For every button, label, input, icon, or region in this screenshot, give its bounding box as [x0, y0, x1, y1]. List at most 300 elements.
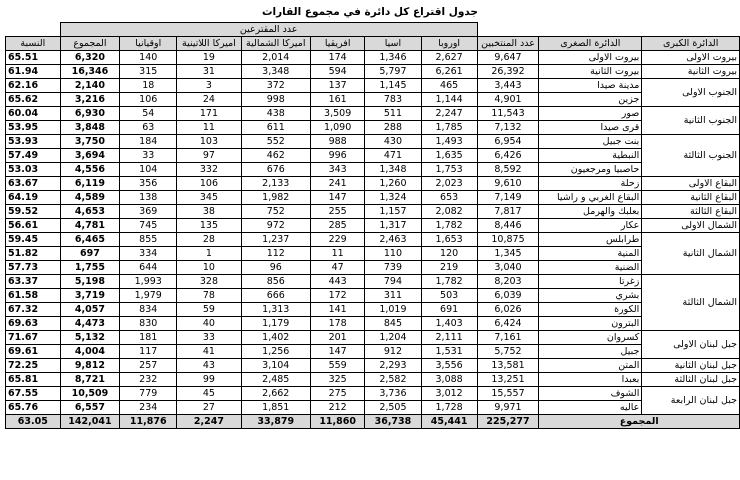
small-district-cell: جبيل	[539, 345, 642, 359]
africa-cell: 161	[310, 93, 364, 107]
asia-cell: 110	[365, 247, 421, 261]
percent-cell: 71.67	[6, 331, 61, 345]
total-cell: 2,140	[60, 79, 120, 93]
percent-cell: 65.62	[6, 93, 61, 107]
header-europe: اوروبا	[421, 37, 477, 51]
table-row	[6, 163, 740, 177]
latin-america-cell: 332	[177, 163, 241, 177]
voters-cell: 8,592	[477, 163, 539, 177]
africa-cell: 178	[310, 317, 364, 331]
asia-cell: 739	[365, 261, 421, 275]
latin-america-cell: 41	[177, 345, 241, 359]
oceania-cell: 234	[120, 401, 177, 415]
north-america-cell: 1,237	[241, 233, 310, 247]
latin-america-cell: 99	[177, 373, 241, 387]
europe-cell: 1,782	[421, 275, 477, 289]
europe-cell: 1,493	[421, 135, 477, 149]
results-table	[5, 22, 740, 429]
total-cell: 697	[60, 247, 120, 261]
total-cell: 1,755	[60, 261, 120, 275]
latin-america-cell: 19	[177, 51, 241, 65]
table-row	[6, 65, 740, 79]
voters-cell: 1,345	[477, 247, 539, 261]
total-cell: 4,653	[60, 205, 120, 219]
north-america-cell: 972	[241, 219, 310, 233]
latin-america-cell: 328	[177, 275, 241, 289]
latin-america-cell: 10	[177, 261, 241, 275]
europe-cell: 653	[421, 191, 477, 205]
oceania-cell: 315	[120, 65, 177, 79]
africa-cell: 201	[310, 331, 364, 345]
small-district-cell: البقاع الغربي و راشيا	[539, 191, 642, 205]
percent-cell: 53.93	[6, 135, 61, 149]
asia-cell: 1,324	[365, 191, 421, 205]
header-voters: عدد المنتخبين	[477, 37, 539, 51]
table-row	[6, 51, 740, 65]
table-row	[6, 107, 740, 121]
oceania-cell: 1,993	[120, 275, 177, 289]
asia-cell: 912	[365, 345, 421, 359]
table-row	[6, 177, 740, 191]
latin-america-cell: 135	[177, 219, 241, 233]
europe-cell: 2,082	[421, 205, 477, 219]
europe-cell: 2,111	[421, 331, 477, 345]
percent-cell: 63.37	[6, 275, 61, 289]
big-district-cell: جبل لبنان الثالثة	[642, 373, 740, 387]
north-america-cell: 3,104	[241, 359, 310, 373]
footer-latin-america-cell: 2,247	[177, 415, 241, 429]
total-cell: 3,848	[60, 121, 120, 135]
big-district-cell: جبل لبنان الرابعة	[642, 387, 740, 415]
north-america-cell: 438	[241, 107, 310, 121]
europe-cell: 120	[421, 247, 477, 261]
africa-cell: 241	[310, 177, 364, 191]
europe-cell: 1,403	[421, 317, 477, 331]
percent-cell: 57.73	[6, 261, 61, 275]
small-district-cell: كسروان	[539, 331, 642, 345]
africa-cell: 285	[310, 219, 364, 233]
total-cell: 10,509	[60, 387, 120, 401]
small-district-cell: مدينة صيدا	[539, 79, 642, 93]
big-district-cell: بيروت الثانية	[642, 65, 740, 79]
table-row	[6, 401, 740, 415]
small-district-cell: بيروت الثانية	[539, 65, 642, 79]
table-row	[6, 331, 740, 345]
table-row	[6, 79, 740, 93]
africa-cell: 343	[310, 163, 364, 177]
small-district-cell: طرابلس	[539, 233, 642, 247]
header-small-district: الدائرة الصغرى	[539, 37, 642, 51]
asia-cell: 1,348	[365, 163, 421, 177]
table-row	[6, 233, 740, 247]
small-district-cell: عاليه	[539, 401, 642, 415]
north-america-cell: 676	[241, 163, 310, 177]
north-america-cell: 998	[241, 93, 310, 107]
latin-america-cell: 28	[177, 233, 241, 247]
africa-cell: 147	[310, 345, 364, 359]
oceania-cell: 54	[120, 107, 177, 121]
africa-cell: 594	[310, 65, 364, 79]
north-america-cell: 3,348	[241, 65, 310, 79]
africa-cell: 275	[310, 387, 364, 401]
asia-cell: 288	[365, 121, 421, 135]
small-district-cell: بنت جبيل	[539, 135, 642, 149]
total-cell: 4,589	[60, 191, 120, 205]
table-row	[6, 149, 740, 163]
europe-cell: 691	[421, 303, 477, 317]
percent-cell: 60.04	[6, 107, 61, 121]
oceania-cell: 779	[120, 387, 177, 401]
latin-america-cell: 24	[177, 93, 241, 107]
voters-cell: 6,039	[477, 289, 539, 303]
voters-group-header: عدد المقترعين	[60, 23, 477, 37]
africa-cell: 147	[310, 191, 364, 205]
small-district-cell: حاصبيا ومرجعيون	[539, 163, 642, 177]
big-district-cell: الشمال الثانية	[642, 233, 740, 275]
big-district-cell: الجنوب الثالثة	[642, 135, 740, 177]
table-row	[6, 261, 740, 275]
percent-cell: 53.95	[6, 121, 61, 135]
europe-cell: 465	[421, 79, 477, 93]
voters-cell: 7,132	[477, 121, 539, 135]
north-america-cell: 856	[241, 275, 310, 289]
footer-voters-cell: 225,277	[477, 415, 539, 429]
north-america-cell: 752	[241, 205, 310, 219]
percent-cell: 59.52	[6, 205, 61, 219]
voters-cell: 8,446	[477, 219, 539, 233]
total-cell: 6,930	[60, 107, 120, 121]
small-district-cell: جزين	[539, 93, 642, 107]
latin-america-cell: 171	[177, 107, 241, 121]
europe-cell: 1,531	[421, 345, 477, 359]
europe-cell: 1,653	[421, 233, 477, 247]
voters-cell: 6,424	[477, 317, 539, 331]
asia-cell: 845	[365, 317, 421, 331]
asia-cell: 1,145	[365, 79, 421, 93]
percent-cell: 72.25	[6, 359, 61, 373]
oceania-cell: 1,979	[120, 289, 177, 303]
north-america-cell: 611	[241, 121, 310, 135]
header-africa: افريقيا	[310, 37, 364, 51]
small-district-cell: صور	[539, 107, 642, 121]
north-america-cell: 112	[241, 247, 310, 261]
small-district-cell: النبطية	[539, 149, 642, 163]
percent-cell: 65.76	[6, 401, 61, 415]
big-district-cell: البقاع الاولى	[642, 177, 740, 191]
header-asia: اسيا	[365, 37, 421, 51]
percent-cell: 53.03	[6, 163, 61, 177]
europe-cell: 1,635	[421, 149, 477, 163]
europe-cell: 1,782	[421, 219, 477, 233]
voters-cell: 13,251	[477, 373, 539, 387]
small-district-cell: زحلة	[539, 177, 642, 191]
oceania-cell: 855	[120, 233, 177, 247]
north-america-cell: 372	[241, 79, 310, 93]
table-row	[6, 359, 740, 373]
voters-cell: 7,817	[477, 205, 539, 219]
total-cell: 6,320	[60, 51, 120, 65]
table-row	[6, 373, 740, 387]
big-district-cell: الجنوب الاولى	[642, 79, 740, 107]
small-district-cell: زغرتا	[539, 275, 642, 289]
table-row	[6, 247, 740, 261]
header-total: المجموع	[60, 37, 120, 51]
oceania-cell: 745	[120, 219, 177, 233]
oceania-cell: 334	[120, 247, 177, 261]
small-district-cell: الشوف	[539, 387, 642, 401]
total-cell: 4,473	[60, 317, 120, 331]
small-district-cell: بيروت الاولى	[539, 51, 642, 65]
percent-cell: 64.19	[6, 191, 61, 205]
voters-cell: 6,954	[477, 135, 539, 149]
europe-cell: 219	[421, 261, 477, 275]
north-america-cell: 1,851	[241, 401, 310, 415]
europe-cell: 503	[421, 289, 477, 303]
oceania-cell: 140	[120, 51, 177, 65]
africa-cell: 212	[310, 401, 364, 415]
table-row	[6, 303, 740, 317]
small-district-cell: المنية	[539, 247, 642, 261]
table-row	[6, 275, 740, 289]
africa-cell: 559	[310, 359, 364, 373]
footer-total-cell: 142,041	[60, 415, 120, 429]
north-america-cell: 2,485	[241, 373, 310, 387]
percent-cell: 67.55	[6, 387, 61, 401]
big-district-cell: الشمال الاولى	[642, 219, 740, 233]
oceania-cell: 257	[120, 359, 177, 373]
small-district-cell: بعلبك والهرمل	[539, 205, 642, 219]
latin-america-cell: 11	[177, 121, 241, 135]
latin-america-cell: 345	[177, 191, 241, 205]
africa-cell: 325	[310, 373, 364, 387]
total-cell: 3,750	[60, 135, 120, 149]
header-spacer-left	[6, 23, 61, 37]
footer-row	[6, 415, 740, 429]
small-district-cell: بشري	[539, 289, 642, 303]
asia-cell: 1,157	[365, 205, 421, 219]
latin-america-cell: 45	[177, 387, 241, 401]
europe-cell: 1,753	[421, 163, 477, 177]
voters-cell: 15,557	[477, 387, 539, 401]
total-cell: 3,216	[60, 93, 120, 107]
asia-cell: 471	[365, 149, 421, 163]
header-oceania: اوقيانيا	[120, 37, 177, 51]
percent-cell: 61.58	[6, 289, 61, 303]
footer-europe-cell: 45,441	[421, 415, 477, 429]
total-cell: 4,781	[60, 219, 120, 233]
voters-cell: 13,581	[477, 359, 539, 373]
europe-cell: 2,023	[421, 177, 477, 191]
total-cell: 4,057	[60, 303, 120, 317]
asia-cell: 2,463	[365, 233, 421, 247]
latin-america-cell: 103	[177, 135, 241, 149]
asia-cell: 1,204	[365, 331, 421, 345]
europe-cell: 1,144	[421, 93, 477, 107]
percent-cell: 51.82	[6, 247, 61, 261]
oceania-cell: 33	[120, 149, 177, 163]
total-cell: 5,198	[60, 275, 120, 289]
table-row	[6, 135, 740, 149]
voters-cell: 3,443	[477, 79, 539, 93]
oceania-cell: 232	[120, 373, 177, 387]
africa-cell: 443	[310, 275, 364, 289]
table-row	[6, 219, 740, 233]
north-america-cell: 1,313	[241, 303, 310, 317]
small-district-cell: المتن	[539, 359, 642, 373]
latin-america-cell: 31	[177, 65, 241, 79]
asia-cell: 794	[365, 275, 421, 289]
north-america-cell: 96	[241, 261, 310, 275]
latin-america-cell: 3	[177, 79, 241, 93]
table-row	[6, 93, 740, 107]
big-district-cell: الجنوب الثانية	[642, 107, 740, 135]
footer-asia-cell: 36,738	[365, 415, 421, 429]
asia-cell: 1,019	[365, 303, 421, 317]
voters-cell: 10,875	[477, 233, 539, 247]
north-america-cell: 2,133	[241, 177, 310, 191]
voters-cell: 4,901	[477, 93, 539, 107]
voters-cell: 8,203	[477, 275, 539, 289]
africa-cell: 137	[310, 79, 364, 93]
big-district-cell: البقاع الثالثة	[642, 205, 740, 219]
small-district-cell: الكورة	[539, 303, 642, 317]
asia-cell: 5,797	[365, 65, 421, 79]
latin-america-cell: 78	[177, 289, 241, 303]
oceania-cell: 138	[120, 191, 177, 205]
header-percent: النسبة	[6, 37, 61, 51]
column-header-row	[6, 37, 740, 51]
asia-cell: 2,505	[365, 401, 421, 415]
small-district-cell: البترون	[539, 317, 642, 331]
north-america-cell: 2,014	[241, 51, 310, 65]
africa-cell: 255	[310, 205, 364, 219]
voters-cell: 11,543	[477, 107, 539, 121]
oceania-cell: 117	[120, 345, 177, 359]
africa-cell: 988	[310, 135, 364, 149]
total-cell: 3,694	[60, 149, 120, 163]
africa-cell: 3,509	[310, 107, 364, 121]
asia-cell: 1,317	[365, 219, 421, 233]
total-cell: 6,119	[60, 177, 120, 191]
percent-cell: 63.67	[6, 177, 61, 191]
total-cell: 6,465	[60, 233, 120, 247]
percent-cell: 59.45	[6, 233, 61, 247]
voters-cell: 6,426	[477, 149, 539, 163]
total-cell: 6,557	[60, 401, 120, 415]
voters-cell: 7,149	[477, 191, 539, 205]
table-body	[6, 23, 740, 429]
north-america-cell: 1,982	[241, 191, 310, 205]
voters-cell: 9,971	[477, 401, 539, 415]
voters-cell: 26,392	[477, 65, 539, 79]
latin-america-cell: 106	[177, 177, 241, 191]
north-america-cell: 552	[241, 135, 310, 149]
total-cell: 8,721	[60, 373, 120, 387]
header-big-district: الدائرة الكبرى	[642, 37, 740, 51]
big-district-cell: الشمال الثالثة	[642, 275, 740, 331]
africa-cell: 229	[310, 233, 364, 247]
europe-cell: 1,728	[421, 401, 477, 415]
africa-cell: 174	[310, 51, 364, 65]
table-row	[6, 387, 740, 401]
north-america-cell: 1,402	[241, 331, 310, 345]
total-cell: 16,346	[60, 65, 120, 79]
asia-cell: 1,346	[365, 51, 421, 65]
table-row	[6, 345, 740, 359]
voters-cell: 9,610	[477, 177, 539, 191]
africa-cell: 141	[310, 303, 364, 317]
asia-cell: 2,582	[365, 373, 421, 387]
percent-cell: 61.94	[6, 65, 61, 79]
big-district-cell: جبل لبنان الاولى	[642, 331, 740, 359]
latin-america-cell: 59	[177, 303, 241, 317]
percent-cell: 69.61	[6, 345, 61, 359]
north-america-cell: 462	[241, 149, 310, 163]
asia-cell: 2,293	[365, 359, 421, 373]
asia-cell: 311	[365, 289, 421, 303]
latin-america-cell: 1	[177, 247, 241, 261]
table-row	[6, 121, 740, 135]
europe-cell: 2,247	[421, 107, 477, 121]
oceania-cell: 106	[120, 93, 177, 107]
latin-america-cell: 38	[177, 205, 241, 219]
europe-cell: 1,785	[421, 121, 477, 135]
europe-cell: 3,012	[421, 387, 477, 401]
big-district-cell: البقاع الثانية	[642, 191, 740, 205]
latin-america-cell: 97	[177, 149, 241, 163]
total-cell: 4,556	[60, 163, 120, 177]
africa-cell: 996	[310, 149, 364, 163]
oceania-cell: 181	[120, 331, 177, 345]
oceania-cell: 369	[120, 205, 177, 219]
oceania-cell: 184	[120, 135, 177, 149]
asia-cell: 430	[365, 135, 421, 149]
oceania-cell: 18	[120, 79, 177, 93]
voters-cell: 7,161	[477, 331, 539, 345]
small-district-cell: قرى صيدا	[539, 121, 642, 135]
latin-america-cell: 43	[177, 359, 241, 373]
header-spacer	[477, 23, 739, 37]
percent-cell: 65.81	[6, 373, 61, 387]
percent-cell: 65.51	[6, 51, 61, 65]
asia-cell: 511	[365, 107, 421, 121]
percent-cell: 67.32	[6, 303, 61, 317]
asia-cell: 3,736	[365, 387, 421, 401]
small-district-cell: عكار	[539, 219, 642, 233]
africa-cell: 1,090	[310, 121, 364, 135]
group-header-row	[6, 23, 740, 37]
total-cell: 5,132	[60, 331, 120, 345]
percent-cell: 62.16	[6, 79, 61, 93]
oceania-cell: 644	[120, 261, 177, 275]
table-row	[6, 191, 740, 205]
footer-africa-cell: 11,860	[310, 415, 364, 429]
north-america-cell: 1,256	[241, 345, 310, 359]
table-row	[6, 289, 740, 303]
voters-cell: 9,647	[477, 51, 539, 65]
percent-cell: 56.61	[6, 219, 61, 233]
big-district-cell: بيروت الاولى	[642, 51, 740, 65]
oceania-cell: 356	[120, 177, 177, 191]
percent-cell: 69.63	[6, 317, 61, 331]
small-district-cell: بعبدا	[539, 373, 642, 387]
voters-cell: 6,026	[477, 303, 539, 317]
big-district-cell: جبل لبنان الثانية	[642, 359, 740, 373]
europe-cell: 2,627	[421, 51, 477, 65]
oceania-cell: 834	[120, 303, 177, 317]
footer-north-america-cell: 33,879	[241, 415, 310, 429]
north-america-cell: 666	[241, 289, 310, 303]
